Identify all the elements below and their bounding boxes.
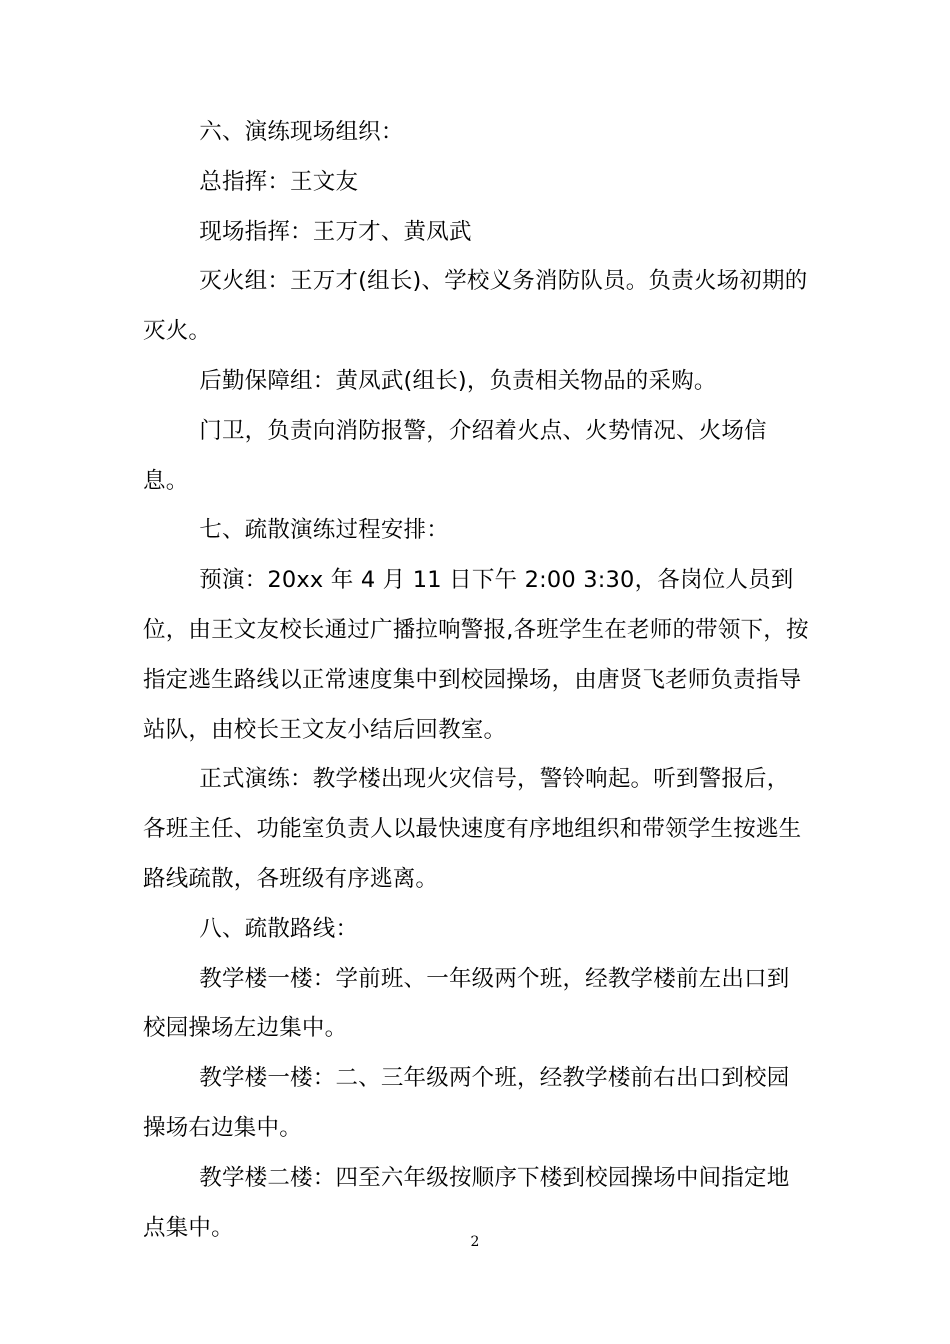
rehearsal-paragraph: 预演：20xx 年 4 月 11 日下午 2:00 3:30，各岗位人员到位，由王文友校长通过广播拉响警报,各班学生在老师的带领下，按指定逃生路线以正常速度集中到校园操场，由唐贤飞老师负责指导站队，由校长王文友小结后回教室。 (143, 567, 809, 743)
section-heading-eight: 八、疏散路线： (199, 915, 359, 942)
commander-line: 总指挥：王文友 (199, 168, 359, 195)
document-body (143, 108, 809, 1253)
firefighting-group-paragraph: 灭火组：王万才(组长)、学校义务消防队员。负责火场初期的灭火。 (143, 268, 808, 345)
guard-paragraph: 门卫，负责向消防报警，介绍着火点、火势情况、火场信息。 (143, 417, 767, 494)
route-first-floor-a: 教学楼一楼：学前班、一年级两个班，经教学楼前左出口到校园操场左边集中。 (143, 965, 790, 1042)
page-number: 2 (470, 1234, 480, 1250)
section-heading-six: 六、演练现场组织： (199, 119, 404, 145)
section-heading-seven: 七、疏散演练过程安排： (199, 517, 449, 544)
site-commander-line: 现场指挥：王万才、黄凤武 (199, 218, 472, 245)
route-first-floor-b: 教学楼一楼：二、三年级两个班，经教学楼前右出口到校园操场右边集中。 (143, 1065, 790, 1141)
formal-drill-paragraph: 正式演练：教学楼出现火灾信号，警铃响起。听到警报后，各班主任、功能室负责人以最快速度有序地组织和带领学生按逃生路线疏散，各班级有序逃离。 (143, 766, 802, 892)
route-second-floor: 教学楼二楼：四至六年级按顺序下楼到校园操场中间指定地点集中。 (143, 1164, 790, 1241)
logistics-group-paragraph: 后勤保障组：黄凤武(组长)，负责相关物品的采购。 (199, 367, 717, 394)
